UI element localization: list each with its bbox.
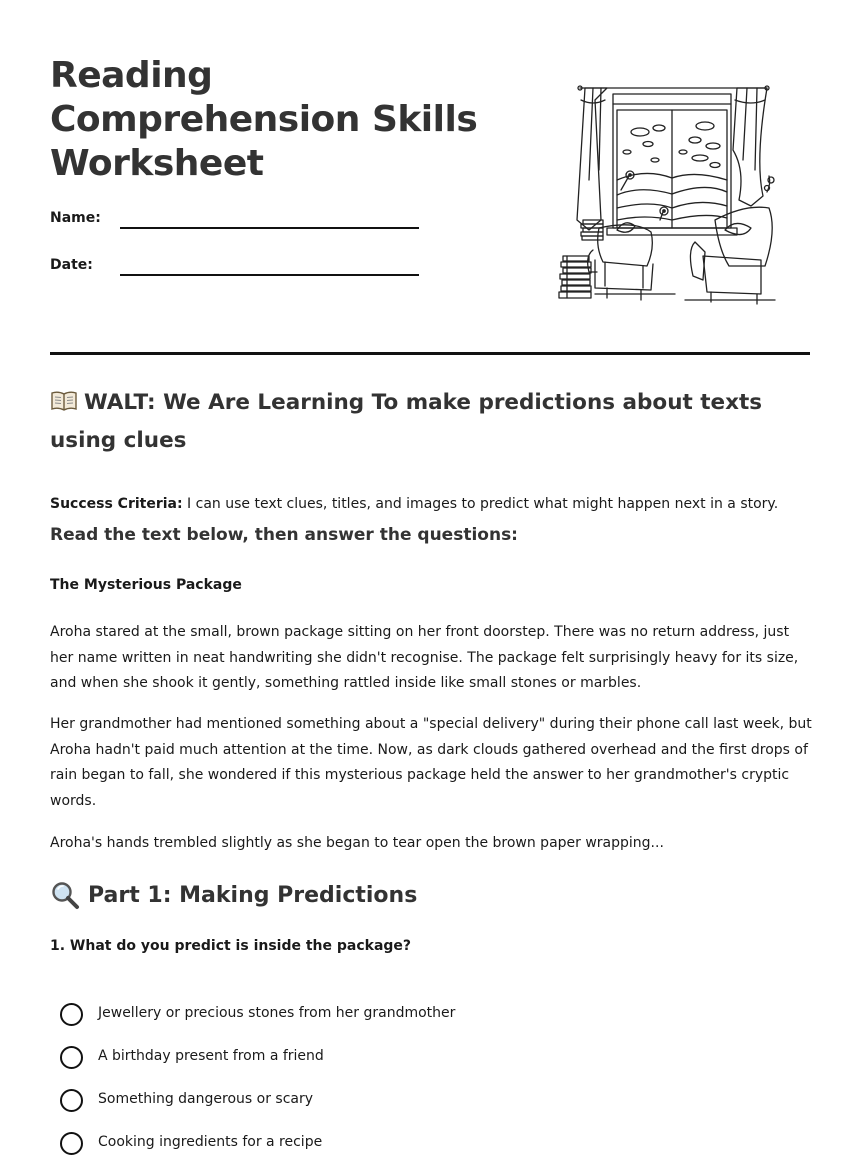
success-criteria-text: I can use text clues, titles, and images to predict what might happen next in a story. bbox=[182, 496, 779, 512]
story-paragraph: Aroha stared at the small, brown package sitting on her front doorstep. There was no return address, just her name written in neat handwriting she didn't recognise. The package felt surprisingly heavy for its size, and when she shook it gently, something rattled inside like small stones or marbles. bbox=[50, 624, 799, 692]
date-field bbox=[50, 257, 420, 287]
success-criteria bbox=[50, 494, 820, 514]
story-paragraph: Her grandmother had mentioned something about a "special delivery" during their phone call last week, but Aroha hadn't paid much attention at the time. Now, as dark clouds gathered overhead and the first drops of rain began to fall, she wondered if this mysterious package held the answer to her grandmother's cryptic words. bbox=[50, 716, 812, 810]
success-criteria-label: Success Criteria: bbox=[50, 496, 183, 512]
date-input-line[interactable] bbox=[120, 274, 419, 276]
name-field bbox=[50, 210, 420, 240]
option-label: A birthday present from a friend bbox=[98, 1048, 324, 1064]
part1-heading bbox=[50, 880, 417, 910]
magnifying-glass-icon bbox=[50, 880, 80, 910]
radio-button[interactable] bbox=[60, 1089, 83, 1112]
radio-button[interactable] bbox=[60, 1132, 83, 1155]
worksheet-page bbox=[50, 0, 812, 1150]
part1-heading-text: Part 1: Making Predictions bbox=[88, 882, 418, 908]
date-label: Date: bbox=[50, 257, 93, 273]
option-label: Something dangerous or scary bbox=[98, 1091, 314, 1107]
answer-option bbox=[60, 1129, 455, 1172]
answer-option bbox=[60, 1086, 455, 1129]
open-book-icon bbox=[50, 390, 78, 412]
reading-instructions: Read the text below, then answer the questions: bbox=[50, 525, 518, 545]
reading-nook-illustration bbox=[555, 80, 790, 310]
story-title: The Mysterious Package bbox=[50, 577, 242, 593]
worksheet-header bbox=[50, 0, 810, 355]
question-1: 1. What do you predict is inside the package? bbox=[50, 938, 412, 954]
walt-text: WALT: We Are Learning To make predictions about texts using clues bbox=[50, 390, 763, 453]
radio-button[interactable] bbox=[60, 1046, 83, 1069]
name-input-line[interactable] bbox=[120, 227, 419, 229]
answer-option bbox=[60, 1000, 455, 1043]
option-label: Cooking ingredients for a recipe bbox=[98, 1134, 323, 1150]
name-label: Name: bbox=[50, 210, 101, 226]
option-label: Jewellery or precious stones from her grandmother bbox=[98, 1005, 456, 1021]
radio-button[interactable] bbox=[60, 1003, 83, 1026]
page-title: Reading Comprehension Skills Worksheet bbox=[50, 55, 478, 184]
answer-option bbox=[60, 1043, 455, 1086]
story-paragraph: Aroha's hands trembled slightly as she began to tear open the brown paper wrapping... bbox=[50, 835, 664, 851]
walt-heading bbox=[50, 384, 810, 460]
answer-options bbox=[60, 1000, 455, 1172]
